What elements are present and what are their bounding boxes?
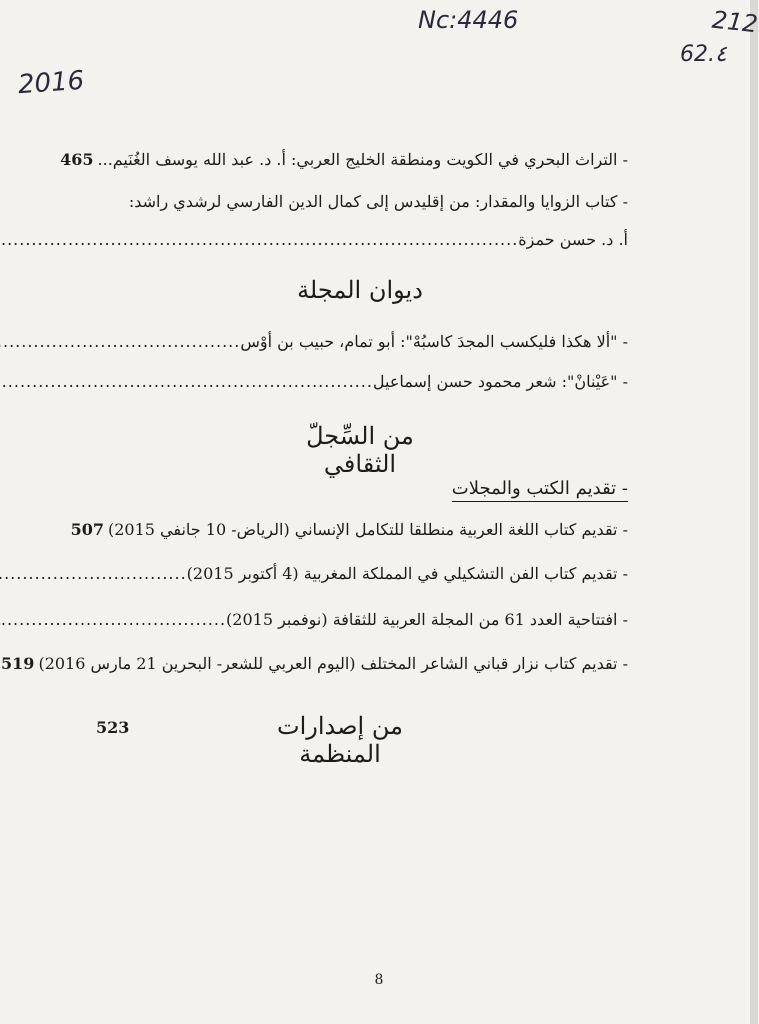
entry-title: - التراث البحري في الكويت ومنطقة الخليج العربي: أ. د. عبد الله يوسف الغُنَيم... [97, 150, 628, 169]
handwritten-code: 62.٤ [680, 42, 727, 67]
entry-title: - تقديم كتاب اللغة العربية منطلقا للتكامل الإنساني (الرياض- 10 جانفي 2015) [107, 520, 628, 539]
page-edge [750, 0, 758, 1024]
leader-dots [0, 564, 187, 583]
entry-title: - كتاب الزوايا والمقدار: من إقليدس إلى كمال الدين الفارسي لرشدي راشد: [128, 192, 628, 211]
entry-page: 519 [1, 654, 35, 673]
toc-entry [70, 520, 628, 539]
entry-page: 465 [60, 150, 94, 169]
handwritten-number: 212 [710, 5, 759, 39]
handwritten-ref: Nc:4446 [418, 6, 519, 34]
handwritten-year: 2016 [17, 65, 86, 101]
leader-dots [0, 230, 518, 249]
toc-entry [1, 654, 628, 673]
toc-entry [96, 230, 628, 249]
section-heading-isdarat: من إصدارات المنظمة [277, 712, 403, 768]
toc-entry [60, 150, 628, 169]
subsection-heading [430, 478, 628, 499]
toc-entry [96, 192, 628, 211]
toc-entry [96, 372, 628, 391]
leader-dots [0, 610, 226, 629]
entry-title: - "ألا هكذا فليكسب المجدَ كاسبُهْ": أبو تمام، حبيب بن أوْس [240, 332, 628, 351]
entry-title: - "عَيْنانْ": شعر محمود حسن إسماعيل [372, 372, 628, 391]
toc-entry [96, 610, 628, 629]
toc-entry [96, 332, 628, 351]
entry-title: - افتتاحية العدد 61 من المجلة العربية للثقافة (نوفمبر 2015) [226, 610, 628, 629]
section-heading-diwan: ديوان المجلة [297, 276, 423, 304]
entry-page: 507 [70, 520, 104, 539]
subsection-label: - تقديم الكتب والمجلات [452, 478, 628, 502]
entry-title: - تقديم كتاب الفن التشكيلي في المملكة المغربية (4 أكتوبر 2015) [186, 564, 628, 583]
leader-dots [0, 372, 373, 391]
leader-dots [0, 332, 240, 351]
entry-title: - تقديم كتاب نزار قباني الشاعر المختلف (اليوم العربي للشعر- البحرين 21 مارس 2016) [38, 654, 628, 673]
section-page: 523 [96, 718, 130, 737]
toc-entry [96, 564, 628, 583]
entry-title: أ. د. حسن حمزة [518, 230, 628, 249]
page-number: 8 [374, 972, 384, 988]
section-heading-sijil: من السِّجلّ الثقافي [306, 422, 414, 478]
